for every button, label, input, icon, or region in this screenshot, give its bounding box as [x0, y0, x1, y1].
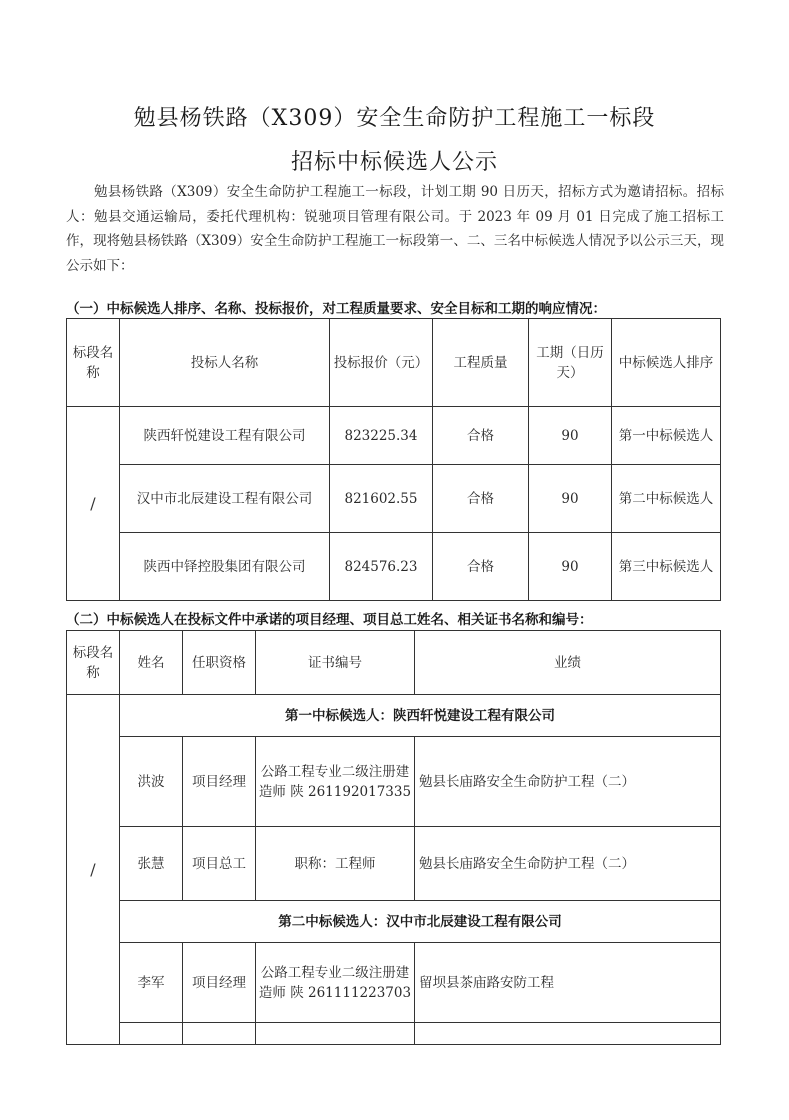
period-cell: 90	[529, 465, 612, 533]
rank-cell: 第二中标候选人	[612, 465, 721, 533]
bidder-cell: 陕西中铎控股集团有限公司	[120, 533, 330, 601]
role-cell: 项目总工	[183, 827, 256, 901]
segment-cell: /	[67, 407, 120, 601]
header-role: 任职资格	[183, 631, 256, 695]
table-row	[67, 737, 721, 827]
header-period: 工期（日历天）	[529, 319, 612, 407]
header-price: 投标报价（元）	[330, 319, 433, 407]
header-name: 姓名	[120, 631, 183, 695]
empty-cell	[120, 1023, 183, 1045]
segment-cell: /	[67, 695, 120, 1045]
group-title: 第二中标候选人：汉中市北辰建设工程有限公司	[120, 901, 721, 943]
section-2-heading: （二）中标候选人在投标文件中承诺的项目经理、项目总工姓名、相关证书名称和编号：	[66, 612, 593, 628]
section-1-heading: （一）中标候选人排序、名称、投标报价，对工程质量要求、安全目标和工期的响应情况：	[66, 301, 606, 317]
bidder-cell: 汉中市北辰建设工程有限公司	[120, 465, 330, 533]
header-cert: 证书编号	[256, 631, 415, 695]
role-cell: 项目经理	[183, 943, 256, 1023]
performance-cell: 勉县长庙路安全生命防护工程（二）	[415, 827, 721, 901]
name-cell: 李军	[120, 943, 183, 1023]
table-row	[67, 407, 721, 465]
header-rank: 中标候选人排序	[612, 319, 721, 407]
period-cell: 90	[529, 407, 612, 465]
period-cell: 90	[529, 533, 612, 601]
price-cell: 824576.23	[330, 533, 433, 601]
group-row	[67, 695, 721, 737]
table-row	[67, 1023, 721, 1045]
rank-cell: 第三中标候选人	[612, 533, 721, 601]
title-line-1: 勉县杨铁路（X309）安全生命防护工程施工一标段	[133, 106, 656, 131]
quality-cell: 合格	[433, 465, 529, 533]
quality-cell: 合格	[433, 533, 529, 601]
group-row	[67, 901, 721, 943]
header-bidder: 投标人名称	[120, 319, 330, 407]
name-cell: 张慧	[120, 827, 183, 901]
quality-cell: 合格	[433, 407, 529, 465]
title-line-2: 招标中标候选人公示	[290, 150, 498, 175]
empty-cell	[415, 1023, 721, 1045]
role-cell: 项目经理	[183, 737, 256, 827]
cert-cell: 公路工程专业二级注册建造师 陕 261111223703	[256, 943, 415, 1023]
table-row	[67, 533, 721, 601]
header-segment: 标段名称	[67, 631, 120, 695]
table-row	[67, 943, 721, 1023]
cert-cell: 职称：工程师	[256, 827, 415, 901]
group-title: 第一中标候选人：陕西轩悦建设工程有限公司	[120, 695, 721, 737]
performance-cell: 勉县长庙路安全生命防护工程（二）	[415, 737, 721, 827]
personnel-table	[66, 630, 721, 1045]
header-performance: 业绩	[415, 631, 721, 695]
table-row	[67, 827, 721, 901]
cert-cell: 公路工程专业二级注册建造师 陕 261192017335	[256, 737, 415, 827]
intro-paragraph: 勉县杨铁路（X309）安全生命防护工程施工一标段，计划工期 90 日历天，招标方式为邀请招标。招标人：勉县交通运输局，委托代理机构：锐驰项目管理有限公司。于 2023 年 09 月 01 日完成了施工招标工作，现将勉县杨铁路（X309）安全生命防护工程施工一标段第一、二、三名中标候选人情况予以公示三天，现公示如下：	[66, 184, 724, 274]
candidates-table	[66, 318, 721, 601]
header-quality: 工程质量	[433, 319, 529, 407]
price-cell: 823225.34	[330, 407, 433, 465]
empty-cell	[256, 1023, 415, 1045]
table-row	[67, 465, 721, 533]
price-cell: 821602.55	[330, 465, 433, 533]
header-segment: 标段名称	[67, 319, 120, 407]
rank-cell: 第一中标候选人	[612, 407, 721, 465]
bidder-cell: 陕西轩悦建设工程有限公司	[120, 407, 330, 465]
performance-cell: 留坝县茶庙路安防工程	[415, 943, 721, 1023]
name-cell: 洪波	[120, 737, 183, 827]
empty-cell	[183, 1023, 256, 1045]
